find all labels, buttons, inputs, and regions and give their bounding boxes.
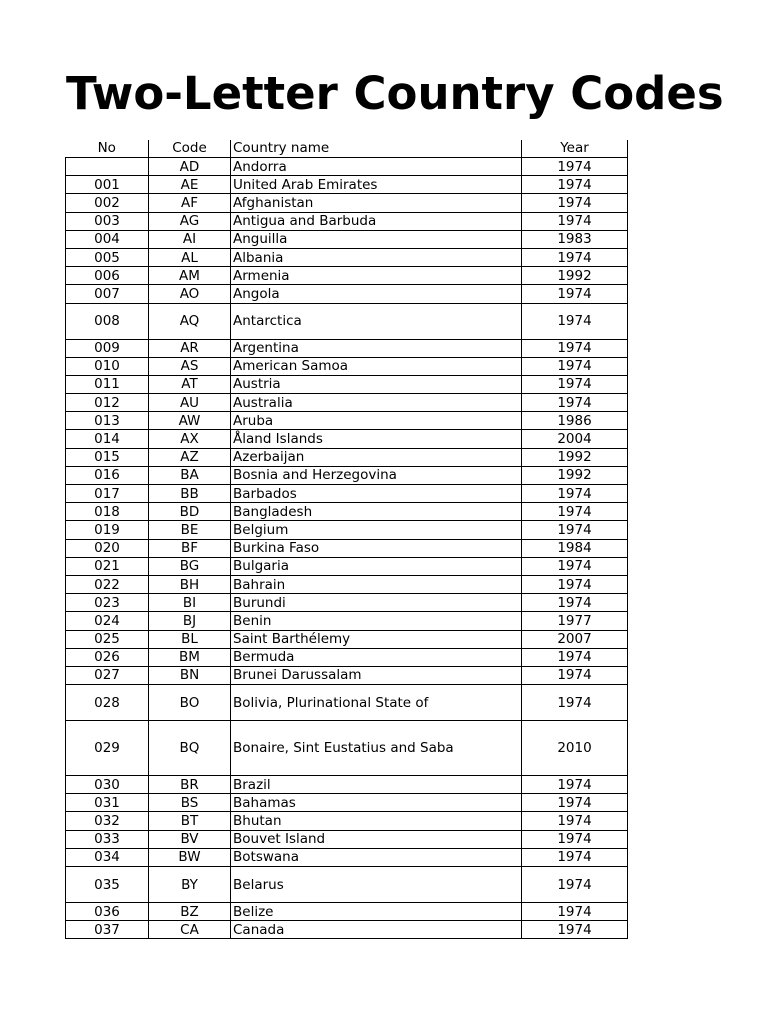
table-row [66,230,628,248]
table-row [66,521,628,539]
cell-no: 015 [66,448,149,466]
cell-code: BR [149,776,231,794]
table-row [66,248,628,266]
cell-code: BV [149,830,231,848]
table-header [66,140,628,158]
cell-country-name: Bouvet Island [231,830,522,848]
cell-country-name: Andorra [231,158,522,176]
cell-code: BZ [149,903,231,921]
table-row [66,830,628,848]
cell-year: 1974 [522,176,628,194]
cell-no: 027 [66,666,149,684]
table-row [66,212,628,230]
cell-country-name: Bolivia, Plurinational State of [231,685,522,721]
cell-country-name: Belize [231,903,522,921]
cell-code: AI [149,230,231,248]
cell-no: 014 [66,430,149,448]
table-row [66,812,628,830]
cell-year: 2004 [522,430,628,448]
cell-code: AR [149,339,231,357]
table-row [66,303,628,339]
cell-year: 1974 [522,794,628,812]
cell-year: 1974 [522,357,628,375]
cell-country-name: American Samoa [231,357,522,375]
table-row [66,267,628,285]
cell-code: AO [149,285,231,303]
cell-code: BT [149,812,231,830]
cell-code: AM [149,267,231,285]
cell-country-name: Antigua and Barbuda [231,212,522,230]
cell-country-name: Brunei Darussalam [231,666,522,684]
cell-no: 030 [66,776,149,794]
cell-no: 001 [66,176,149,194]
cell-code: BG [149,557,231,575]
table-row [66,776,628,794]
cell-no: 037 [66,921,149,939]
cell-no: 026 [66,648,149,666]
cell-no: 034 [66,848,149,866]
cell-country-name: Azerbaijan [231,448,522,466]
cell-country-name: Anguilla [231,230,522,248]
table-row [66,630,628,648]
cell-code: AU [149,394,231,412]
cell-year: 1983 [522,230,628,248]
cell-code: BA [149,466,231,484]
table-row [66,194,628,212]
cell-year: 1974 [522,503,628,521]
cell-no: 036 [66,903,149,921]
cell-year: 1974 [522,575,628,593]
table-row [66,466,628,484]
cell-no: 012 [66,394,149,412]
cell-code: AT [149,375,231,393]
cell-year: 1986 [522,412,628,430]
cell-no: 009 [66,339,149,357]
cell-code: BL [149,630,231,648]
table-row [66,448,628,466]
cell-code: BF [149,539,231,557]
cell-no: 008 [66,303,149,339]
cell-no: 033 [66,830,149,848]
table-row [66,339,628,357]
cell-code: AX [149,430,231,448]
header-no: No [66,140,149,158]
cell-country-name: Austria [231,375,522,393]
cell-no: 005 [66,248,149,266]
cell-code: BB [149,485,231,503]
cell-no: 003 [66,212,149,230]
cell-country-name: Burkina Faso [231,539,522,557]
cell-code: BI [149,594,231,612]
cell-code: BW [149,848,231,866]
cell-country-name: Belgium [231,521,522,539]
cell-code: BS [149,794,231,812]
cell-no [66,158,149,176]
cell-country-name: Benin [231,612,522,630]
cell-no: 010 [66,357,149,375]
cell-country-name: Australia [231,394,522,412]
table-row [66,921,628,939]
cell-no: 023 [66,594,149,612]
table-row [66,648,628,666]
cell-no: 017 [66,485,149,503]
cell-country-name: Barbados [231,485,522,503]
cell-no: 035 [66,867,149,903]
cell-no: 002 [66,194,149,212]
table-row [66,158,628,176]
cell-no: 025 [66,630,149,648]
cell-code: BY [149,867,231,903]
cell-code: CA [149,921,231,939]
cell-no: 022 [66,575,149,593]
cell-year: 1974 [522,194,628,212]
header-year: Year [522,140,628,158]
cell-no: 019 [66,521,149,539]
cell-year: 1974 [522,648,628,666]
cell-no: 013 [66,412,149,430]
cell-year: 1974 [522,903,628,921]
cell-year: 1974 [522,867,628,903]
cell-year: 1992 [522,466,628,484]
cell-year: 1974 [522,394,628,412]
cell-country-name: Bonaire, Sint Eustatius and Saba [231,721,522,776]
cell-code: BH [149,575,231,593]
table-row [66,575,628,593]
cell-country-name: Antarctica [231,303,522,339]
cell-code: BD [149,503,231,521]
cell-no: 028 [66,685,149,721]
cell-no: 018 [66,503,149,521]
cell-year: 1974 [522,666,628,684]
table-row [66,430,628,448]
cell-country-name: Afghanistan [231,194,522,212]
cell-year: 1974 [522,303,628,339]
cell-year: 1974 [522,212,628,230]
cell-country-name: Armenia [231,267,522,285]
cell-code: AF [149,194,231,212]
cell-year: 1974 [522,375,628,393]
cell-year: 1984 [522,539,628,557]
cell-country-name: Bangladesh [231,503,522,521]
cell-year: 1974 [522,485,628,503]
cell-year: 1977 [522,612,628,630]
cell-code: AQ [149,303,231,339]
cell-country-name: Bosnia and Herzegovina [231,466,522,484]
cell-code: BJ [149,612,231,630]
table-row [66,903,628,921]
cell-code: AD [149,158,231,176]
table-body [66,158,628,939]
table-row [66,485,628,503]
cell-no: 021 [66,557,149,575]
cell-year: 1992 [522,448,628,466]
table-row [66,666,628,684]
cell-no: 007 [66,285,149,303]
cell-code: AS [149,357,231,375]
cell-year: 1974 [522,158,628,176]
cell-year: 2007 [522,630,628,648]
cell-year: 1974 [522,521,628,539]
cell-country-name: Bahamas [231,794,522,812]
cell-year: 1974 [522,830,628,848]
cell-code: BO [149,685,231,721]
cell-country-name: Bahrain [231,575,522,593]
cell-country-name: United Arab Emirates [231,176,522,194]
cell-country-name: Angola [231,285,522,303]
cell-year: 1974 [522,776,628,794]
cell-code: AG [149,212,231,230]
cell-country-name: Belarus [231,867,522,903]
cell-no: 004 [66,230,149,248]
table-row [66,539,628,557]
cell-country-name: Aruba [231,412,522,430]
cell-no: 020 [66,539,149,557]
cell-code: AW [149,412,231,430]
table-row [66,794,628,812]
table-row [66,176,628,194]
table-row [66,594,628,612]
cell-country-name: Brazil [231,776,522,794]
page-title: Two-Letter Country Codes [66,67,724,120]
table-row [66,503,628,521]
cell-year: 1974 [522,248,628,266]
header-country-name: Country name [231,140,522,158]
cell-code: AZ [149,448,231,466]
cell-no: 024 [66,612,149,630]
cell-country-name: Argentina [231,339,522,357]
cell-code: BN [149,666,231,684]
table-row [66,557,628,575]
cell-country-name: Bhutan [231,812,522,830]
cell-year: 1974 [522,848,628,866]
cell-code: AL [149,248,231,266]
cell-no: 029 [66,721,149,776]
cell-code: BM [149,648,231,666]
cell-year: 1974 [522,685,628,721]
table-row [66,357,628,375]
cell-no: 011 [66,375,149,393]
cell-year: 1974 [522,594,628,612]
table-row [66,721,628,776]
cell-year: 2010 [522,721,628,776]
cell-country-name: Botswana [231,848,522,866]
table-row [66,375,628,393]
cell-no: 032 [66,812,149,830]
table-row [66,412,628,430]
country-codes-table [65,140,628,939]
cell-no: 006 [66,267,149,285]
table-row [66,685,628,721]
cell-country-name: Åland Islands [231,430,522,448]
table-row [66,612,628,630]
table-row [66,848,628,866]
cell-country-name: Canada [231,921,522,939]
cell-year: 1974 [522,812,628,830]
cell-country-name: Saint Barthélemy [231,630,522,648]
header-code: Code [149,140,231,158]
header-row [66,140,628,158]
cell-code: BE [149,521,231,539]
cell-country-name: Bermuda [231,648,522,666]
cell-code: AE [149,176,231,194]
title-container [66,67,724,126]
table-row [66,394,628,412]
cell-country-name: Albania [231,248,522,266]
cell-year: 1974 [522,921,628,939]
cell-no: 016 [66,466,149,484]
cell-code: BQ [149,721,231,776]
table-row [66,867,628,903]
table-row [66,285,628,303]
cell-year: 1974 [522,285,628,303]
cell-no: 031 [66,794,149,812]
cell-year: 1974 [522,339,628,357]
cell-year: 1992 [522,267,628,285]
cell-year: 1974 [522,557,628,575]
cell-country-name: Bulgaria [231,557,522,575]
cell-country-name: Burundi [231,594,522,612]
